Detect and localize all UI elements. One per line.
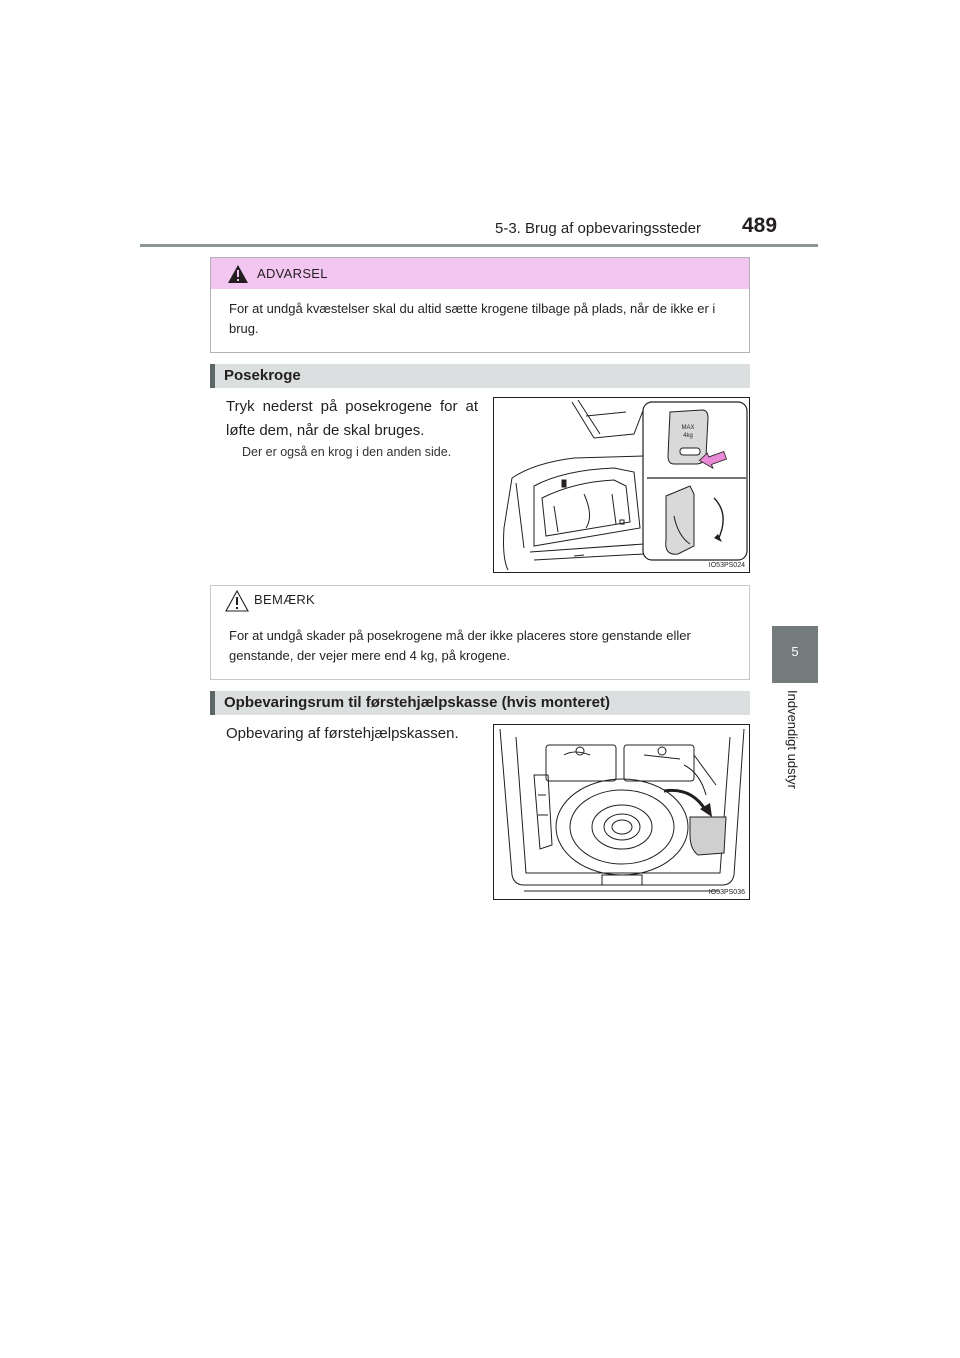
warning-label: ADVARSEL: [257, 266, 328, 281]
image-code: IO53PS036: [708, 889, 745, 896]
chapter-tab: [772, 626, 818, 683]
spare-wheel-drawing: [494, 725, 749, 899]
hook-label-kg: 4kg: [683, 433, 693, 439]
section-heading-bar: [210, 691, 215, 715]
chapter-number: 5: [791, 644, 799, 659]
page-number: 489: [742, 214, 778, 237]
chapter-label: Indvendigt udstyr: [785, 690, 800, 790]
header-rule: [140, 244, 818, 247]
warning-icon: [227, 264, 249, 284]
section1-text: Tryk nederst på posekrogene for at løfte dem, når de skal bruges.: [226, 398, 478, 439]
section2-text: Opbevaring af førstehjælpskassen.: [226, 725, 459, 742]
hook-label-max: MAX: [681, 425, 695, 431]
section-heading-first-aid: [210, 691, 750, 715]
first-aid-storage-illustration: [493, 724, 750, 900]
notice-box: [210, 585, 750, 680]
bag-hook-illustration: [493, 397, 750, 573]
section1-subtext: Der er også en krog i den anden side.: [242, 445, 452, 459]
image-code: IO53PS024: [708, 562, 745, 569]
warning-header: [211, 258, 749, 289]
header-title: 5-3. Brug af opbevaringssteder: [495, 220, 701, 237]
notice-text: For at undgå skader på posekrogene må der ikke placeres store genstande eller genstande, der vejer mere end 4 kg, på krogene.: [229, 628, 691, 663]
chapter-label-container: [769, 690, 821, 840]
section-title: Opbevaringsrum til førstehjælpskasse (hvis monteret): [224, 694, 610, 711]
section-title: Posekroge: [224, 367, 301, 384]
section-heading-bar: [210, 364, 215, 388]
caution-icon: [225, 590, 249, 612]
trunk-hook-drawing: [494, 398, 749, 572]
notice-label: BEMÆRK: [254, 592, 316, 607]
warning-box: [210, 257, 750, 353]
section-heading-posekroge: [210, 364, 750, 388]
warning-text: For at undgå kvæstelser skal du altid sætte krogene tilbage på plads, når de ikke er i brug.: [229, 301, 716, 336]
